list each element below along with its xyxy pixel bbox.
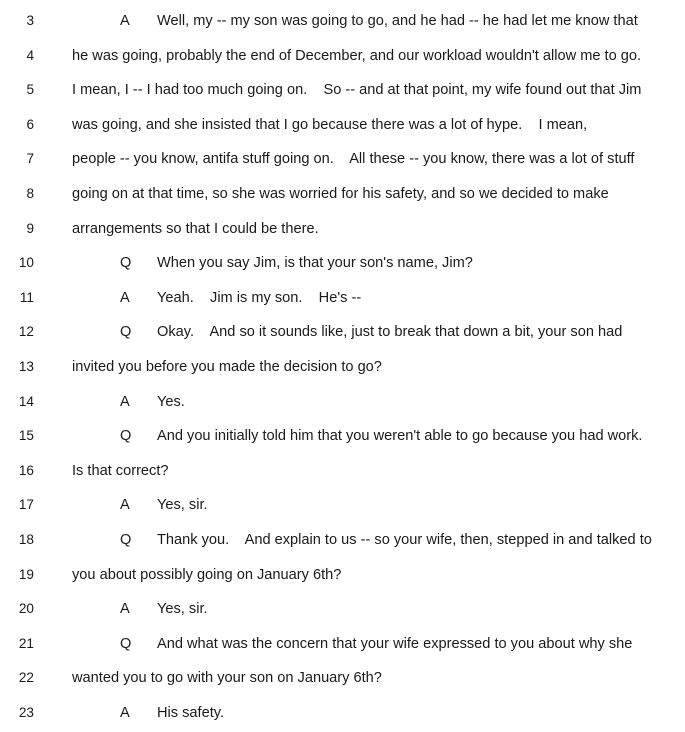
transcript-line <box>0 661 685 696</box>
line-text: Well, my -- my son was going to go, and he had -- he had let me know that <box>157 13 638 29</box>
line-number: 4 <box>26 47 34 63</box>
line-number: 9 <box>26 220 34 236</box>
line-number: 20 <box>18 601 34 617</box>
transcript-line <box>0 281 685 316</box>
line-text: When you say Jim, is that your son's name, Jim? <box>157 255 473 272</box>
line-number: 11 <box>19 289 34 305</box>
transcript-line <box>0 315 685 350</box>
line-text: I mean, I -- I had too much going on. So -- and at that point, my wife found out that Jim <box>72 82 642 99</box>
line-text: And you initially told him that you weren't able to go because you had work. <box>157 428 643 445</box>
transcript-line <box>0 177 685 212</box>
speaker-label: A <box>120 13 130 29</box>
speaker-label: A <box>120 289 130 306</box>
transcript-line <box>0 488 685 523</box>
speaker-label: Q <box>120 255 132 272</box>
line-text: invited you before you made the decision to go? <box>72 358 382 375</box>
line-text: Thank you. And explain to us -- so your wife, then, stepped in and talked to <box>157 531 652 548</box>
transcript-line <box>0 454 685 489</box>
line-number: 6 <box>26 116 34 132</box>
speaker-label: Q <box>120 531 132 548</box>
transcript-line <box>0 39 685 74</box>
transcript-line <box>0 142 685 177</box>
transcript-line <box>0 350 685 385</box>
line-text: people -- you know, antifa stuff going on. All these -- you know, there was a lot of stuff <box>72 151 635 168</box>
line-text: he was going, probably the end of December, and our workload wouldn't allow me to go. <box>72 47 642 64</box>
transcript-page <box>0 4 685 730</box>
speaker-label: A <box>120 704 130 721</box>
speaker-label: A <box>120 497 130 514</box>
line-text: was going, and she insisted that I go because there was a lot of hype. I mean, <box>72 116 588 133</box>
line-number: 23 <box>18 704 34 720</box>
line-text: Yes. <box>157 393 185 410</box>
line-number: 10 <box>18 255 34 271</box>
line-text: Is that correct? <box>72 462 169 479</box>
line-text: Yes, sir. <box>157 601 208 618</box>
line-number: 5 <box>26 82 34 98</box>
line-number: 21 <box>18 635 34 651</box>
line-text: His safety. <box>157 704 225 721</box>
line-text: Okay. And so it sounds like, just to break that down a bit, your son had <box>157 324 623 341</box>
transcript-line <box>0 4 685 39</box>
transcript-line <box>0 627 685 662</box>
line-number: 17 <box>18 497 34 513</box>
line-text: wanted you to go with your son on January 6th? <box>72 670 382 687</box>
transcript-line <box>0 592 685 627</box>
transcript-line <box>0 246 685 281</box>
transcript-line <box>0 73 685 108</box>
speaker-label: Q <box>120 324 132 341</box>
speaker-label: Q <box>120 428 132 445</box>
transcript-line <box>0 523 685 558</box>
transcript-line <box>0 212 685 247</box>
line-number: 19 <box>18 566 34 582</box>
speaker-label: Q <box>120 635 132 652</box>
line-number: 12 <box>18 324 34 340</box>
line-number: 18 <box>18 531 34 547</box>
line-text: And what was the concern that your wife expressed to you about why she <box>157 635 633 652</box>
line-number: 22 <box>18 670 34 686</box>
line-number: 16 <box>18 462 34 478</box>
line-number: 7 <box>26 151 34 167</box>
speaker-label: A <box>120 393 130 410</box>
line-text: Yes, sir. <box>157 497 208 514</box>
line-number: 13 <box>18 358 34 374</box>
line-text: arrangements so that I could be there. <box>72 220 319 237</box>
transcript-line <box>0 419 685 454</box>
transcript-line <box>0 558 685 593</box>
line-text: you about possibly going on January 6th? <box>72 566 342 583</box>
line-text: Yeah. Jim is my son. He's -- <box>157 289 362 306</box>
line-text: going on at that time, so she was worried for his safety, and so we decided to make <box>72 185 609 202</box>
line-number: 15 <box>18 428 34 444</box>
line-number: 8 <box>26 185 34 201</box>
transcript-line <box>0 385 685 420</box>
line-number: 3 <box>26 13 34 28</box>
transcript-line <box>0 696 685 731</box>
speaker-label: A <box>120 601 130 618</box>
transcript-line <box>0 108 685 143</box>
line-number: 14 <box>18 393 34 409</box>
